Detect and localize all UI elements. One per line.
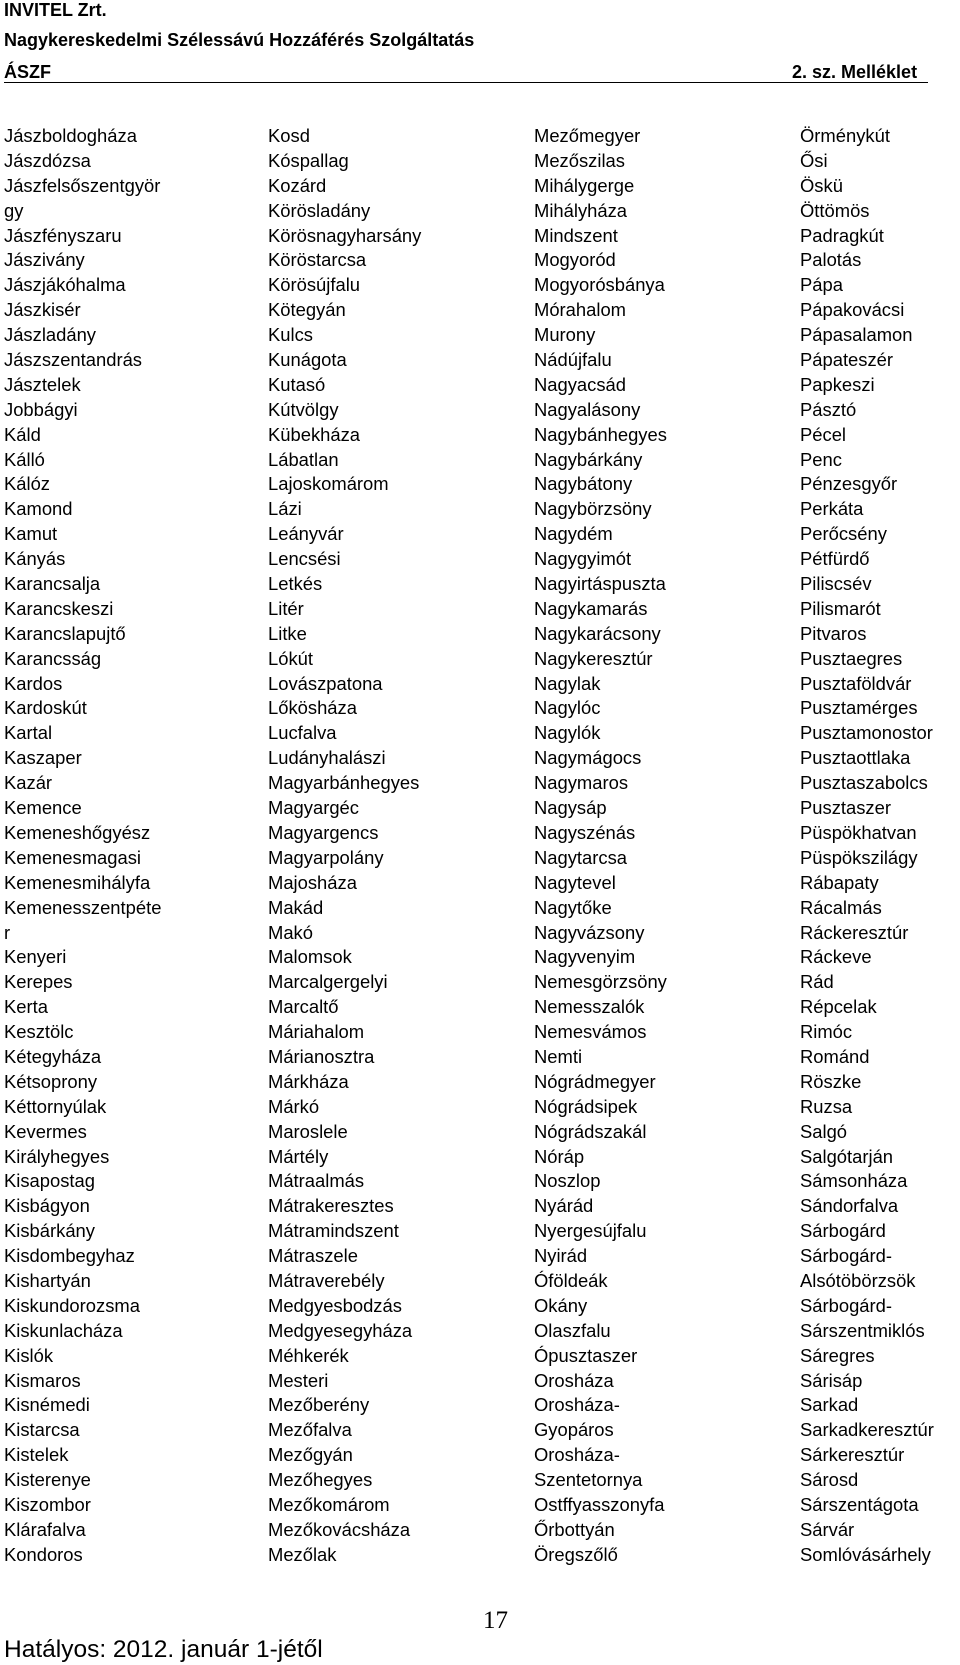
settlement-name: Rácalmás: [800, 896, 882, 918]
settlement-name: Kiszombor: [4, 1493, 91, 1515]
settlement-name: Pusztaszer: [800, 797, 891, 819]
settlement-name: Sarkadkeresztúr: [800, 1419, 934, 1441]
settlement-name: Malomsok: [268, 946, 352, 968]
settlement-name: Magyarbánhegyes: [268, 772, 420, 794]
settlement-name: Jászfelsőszentgyör: [4, 174, 161, 196]
settlement-name: Marcalgergelyi: [268, 971, 388, 993]
settlement-name: Ruzsa: [800, 1095, 853, 1117]
settlement-name: Kétegyháza: [4, 1045, 102, 1067]
settlement-name: Klárafalva: [4, 1518, 86, 1540]
settlement-name: Sárbogárd-: [800, 1294, 893, 1316]
settlement-name: Kemenesmagasi: [4, 846, 141, 868]
settlement-name: Pápa: [800, 274, 843, 296]
settlement-name: Mátrakeresztes: [268, 1195, 394, 1217]
settlement-name: Márkó: [268, 1095, 320, 1117]
settlement-column-3: [534, 124, 667, 1568]
settlement-column-2: [268, 124, 421, 1568]
settlement-name: Rimóc: [800, 1021, 853, 1043]
settlement-name: Magyargéc: [268, 797, 359, 819]
settlement-name: Jászkisér: [4, 299, 81, 321]
settlement-name: Kányás: [4, 548, 66, 570]
settlement-name: Marcaltő: [268, 996, 339, 1018]
settlement-name: Kálló: [4, 448, 45, 470]
settlement-name: Körösladány: [268, 199, 371, 221]
settlement-name: Pápasalamon: [800, 324, 913, 346]
settlement-name: Mátraverebély: [268, 1269, 385, 1291]
settlement-name: Ludányhalászi: [268, 747, 386, 769]
settlement-name: Mezőlak: [268, 1543, 337, 1565]
page-number: 17: [483, 1607, 508, 1634]
settlement-name: Körösújfalu: [268, 274, 361, 296]
settlement-name: Perőcsény: [800, 523, 887, 545]
settlement-column-4: [800, 124, 934, 1568]
settlement-name: Kemenesmihályfa: [4, 871, 151, 893]
settlement-name: Magyarpolány: [268, 846, 384, 868]
settlement-name: Nógrádszakál: [534, 1120, 647, 1142]
settlement-name: Kisnémedi: [4, 1394, 90, 1416]
settlement-name: Öregszőlő: [534, 1543, 618, 1565]
settlement-name: Jászladány: [4, 324, 97, 346]
settlement-name: Kisbárkány: [4, 1220, 95, 1242]
settlement-name: Kistelek: [4, 1444, 69, 1466]
settlement-name: Kamut: [4, 523, 58, 545]
settlement-name: Pusztamérges: [800, 697, 918, 719]
settlement-name: Káld: [4, 423, 41, 445]
settlement-name: Örménykút: [800, 125, 890, 146]
settlement-name: Nagytőke: [534, 896, 612, 918]
settlement-name: Piliscsév: [800, 573, 872, 595]
settlement-name: Nagybárkány: [534, 448, 643, 470]
settlement-name: Kötegyán: [268, 299, 346, 321]
settlement-name: Máriahalom: [268, 1021, 365, 1043]
settlement-name: Nagytevel: [534, 871, 616, 893]
settlement-name: Kutasó: [268, 373, 326, 395]
settlement-name: Palotás: [800, 249, 862, 271]
settlement-name: Sárszentágota: [800, 1493, 919, 1515]
settlement-name: Kiskunlacháza: [4, 1319, 123, 1341]
settlement-name: Óföldeák: [534, 1269, 608, 1291]
settlement-name: Nádújfalu: [534, 349, 612, 371]
settlement-name: Mezőkomárom: [268, 1493, 390, 1515]
settlement-name: Nagybörzsöny: [534, 498, 652, 520]
settlement-name: Sárbogárd-: [800, 1245, 893, 1267]
settlement-name: Nyergesújfalu: [534, 1220, 647, 1242]
settlement-name: Jászivány: [4, 249, 85, 271]
settlement-name: Nagyacsád: [534, 373, 627, 395]
settlement-name: Mátramindszent: [268, 1220, 399, 1242]
settlement-name: Sárosd: [800, 1469, 859, 1491]
settlement-name: Orosháza: [534, 1369, 614, 1391]
settlement-name: Ősi: [800, 149, 828, 171]
settlement-name: Márianosztra: [268, 1045, 375, 1067]
settlement-name: Magyargencs: [268, 821, 379, 843]
settlement-name: Jászszentandrás: [4, 349, 143, 371]
settlement-name: Kazár: [4, 772, 53, 794]
settlement-name: Orosháza-: [534, 1444, 620, 1466]
settlement-name: Nagyvenyim: [534, 946, 636, 968]
settlement-name: Jászdózsa: [4, 149, 91, 171]
settlement-name: Nemesvámos: [534, 1021, 647, 1043]
settlement-name: Sárkeresztúr: [800, 1444, 905, 1466]
settlement-name: Lucfalva: [268, 722, 337, 744]
settlement-name: Románd: [800, 1045, 870, 1067]
settlement-name: Kesztölc: [4, 1021, 74, 1043]
settlement-name: Lázi: [268, 498, 302, 520]
settlement-name: Okány: [534, 1294, 588, 1316]
settlement-name: Pusztaszabolcs: [800, 772, 928, 794]
settlement-name: Jobbágyi: [4, 398, 78, 420]
settlement-name: Kistarcsa: [4, 1419, 80, 1441]
settlement-name: Nagygyimót: [534, 548, 632, 570]
settlement-name: Nagyalásony: [534, 398, 641, 420]
settlement-name: Öskü: [800, 174, 843, 196]
settlement-name: Orosháza-: [534, 1394, 620, 1416]
settlement-name: Sárbogárd: [800, 1220, 886, 1242]
settlement-name: Kunágota: [268, 349, 347, 371]
settlement-name: Kishartyán: [4, 1269, 91, 1291]
settlement-name: Sárszentmiklós: [800, 1319, 925, 1341]
settlement-name: Nagyvázsony: [534, 921, 645, 943]
settlement-name: Mátraszele: [268, 1245, 358, 1267]
settlement-name: Kálóz: [4, 473, 51, 495]
header-rule: [4, 82, 928, 83]
settlement-name: Nagyszénás: [534, 821, 636, 843]
settlement-name: Ráckeresztúr: [800, 921, 909, 943]
settlement-name: Pitvaros: [800, 622, 867, 644]
settlement-name: Kaszaper: [4, 747, 82, 769]
settlement-name: Sámsonháza: [800, 1170, 908, 1192]
settlement-name: Kardos: [4, 672, 63, 694]
settlement-name: Medgyesbodzás: [268, 1294, 402, 1316]
settlement-name: Nagykeresztúr: [534, 647, 653, 669]
settlement-name: Kemeneshőgyész: [4, 821, 151, 843]
settlement-name: Nagylók: [534, 722, 601, 744]
settlement-name: Mátraalmás: [268, 1170, 365, 1192]
settlement-name: Kismaros: [4, 1369, 81, 1391]
settlement-name: Pétfürdő: [800, 548, 870, 570]
header-service-title: Nagykereskedelmi Szélessávú Hozzáférés Szolgáltatás: [4, 30, 475, 50]
settlement-name: Mezőszilas: [534, 149, 625, 171]
settlement-name: Maroslele: [268, 1120, 348, 1142]
settlement-name: Lovászpatona: [268, 672, 383, 694]
settlement-name: Jászfényszaru: [4, 224, 122, 246]
settlement-name: Nagymágocs: [534, 747, 642, 769]
settlement-name: Nagybánhegyes: [534, 423, 667, 445]
settlement-name: r: [4, 921, 11, 943]
settlement-name: Nagysáp: [534, 797, 607, 819]
settlement-name: Ráckeve: [800, 946, 872, 968]
settlement-name: Pusztaföldvár: [800, 672, 912, 694]
settlement-name: gy: [4, 199, 24, 221]
settlement-name: Nagytarcsa: [534, 846, 628, 868]
settlement-name: Nógrádmegyer: [534, 1070, 656, 1092]
settlement-name: Noszlop: [534, 1170, 601, 1192]
settlement-name: Mezőhegyes: [268, 1469, 373, 1491]
settlement-name: Sarkad: [800, 1394, 859, 1416]
settlement-name: Karancslapujtő: [4, 622, 126, 644]
settlement-name: Lókút: [268, 647, 313, 669]
settlement-name: Karancskeszi: [4, 597, 114, 619]
settlement-name: Püspökhatvan: [800, 821, 917, 843]
settlement-name: Pápakovácsi: [800, 299, 905, 321]
settlement-name: Pásztó: [800, 398, 857, 420]
settlement-name: Nógrádsipek: [534, 1095, 638, 1117]
settlement-name: Kétsoprony: [4, 1070, 98, 1092]
settlement-name: Kondoros: [4, 1543, 83, 1565]
settlement-name: Jászjákóhalma: [4, 274, 126, 296]
settlement-name: Nyirád: [534, 1245, 588, 1267]
settlement-name: Kútvölgy: [268, 398, 339, 420]
settlement-name: Sárisáp: [800, 1369, 863, 1391]
settlement-name: Öttömös: [800, 199, 870, 221]
effective-date: Hatályos: 2012. január 1-jétől: [4, 1636, 323, 1663]
settlement-name: Mihályháza: [534, 199, 628, 221]
settlement-name: Medgyesegyháza: [268, 1319, 413, 1341]
settlement-name: Sáregres: [800, 1344, 875, 1366]
settlement-name: Pilismarót: [800, 597, 881, 619]
settlement-name: Nyárád: [534, 1195, 594, 1217]
settlement-name: Litke: [268, 622, 307, 644]
settlement-name: Nemesszalók: [534, 996, 645, 1018]
settlement-name: Mezőfalva: [268, 1419, 352, 1441]
settlement-name: Pápateszér: [800, 349, 894, 371]
settlement-name: Letkés: [268, 573, 323, 595]
settlement-name: Murony: [534, 324, 596, 346]
settlement-name: Jásztelek: [4, 373, 81, 395]
settlement-name: Nagybátony: [534, 473, 633, 495]
settlement-name: Makád: [268, 896, 324, 918]
settlement-name: Penc: [800, 448, 842, 470]
settlement-name: Mesteri: [268, 1369, 329, 1391]
settlement-name: Mezőkovácsháza: [268, 1518, 411, 1540]
settlement-name: Pécel: [800, 423, 847, 445]
settlement-name: Nagykarácsony: [534, 622, 661, 644]
settlement-name: Makó: [268, 921, 313, 943]
settlement-name: Kisdombegyhaz: [4, 1245, 135, 1267]
settlement-name: Lencsési: [268, 548, 341, 570]
settlement-name: Mogyoród: [534, 249, 616, 271]
settlement-name: Olaszfalu: [534, 1319, 611, 1341]
settlement-name: Pusztamonostor: [800, 722, 933, 744]
settlement-name: Kulcs: [268, 324, 313, 346]
header-annex-label: 2. sz. Melléklet: [792, 62, 918, 82]
settlement-name: Kemenesszentpéte: [4, 896, 162, 918]
settlement-name: Karancsalja: [4, 573, 101, 595]
settlement-name: Majosháza: [268, 871, 357, 893]
settlement-name: Nagydém: [534, 523, 613, 545]
settlement-name: Nóráp: [534, 1145, 585, 1167]
settlement-name: Pusztaottlaka: [800, 747, 911, 769]
settlement-name: Nagymaros: [534, 772, 629, 794]
settlement-name: Nemti: [534, 1045, 583, 1067]
settlement-name: Kerepes: [4, 971, 73, 993]
settlement-name: Méhkerék: [268, 1344, 349, 1366]
settlement-name: Padragkút: [800, 224, 884, 246]
settlement-name: Kisterenye: [4, 1469, 91, 1491]
settlement-name: Litér: [268, 597, 304, 619]
settlement-name: Kerta: [4, 996, 48, 1018]
settlement-name: Kosd: [268, 125, 310, 146]
settlement-name: Gyopáros: [534, 1419, 614, 1441]
settlement-name: Mogyorósbánya: [534, 274, 665, 296]
settlement-name: Nagyirtáspuszta: [534, 573, 666, 595]
settlement-name: Lőkösháza: [268, 697, 357, 719]
settlement-name: Mezőgyán: [268, 1444, 353, 1466]
settlement-name: Kenyeri: [4, 946, 67, 968]
header-doc-code: ÁSZF: [4, 62, 51, 82]
settlement-name: Mihálygerge: [534, 174, 635, 196]
settlement-name: Nagylak: [534, 672, 601, 694]
settlement-name: Mórahalom: [534, 299, 626, 321]
settlement-name: Köröstarcsa: [268, 249, 367, 271]
settlement-name: Karancsság: [4, 647, 102, 669]
settlement-name: Kevermes: [4, 1120, 87, 1142]
settlement-name: Szentetornya: [534, 1469, 643, 1491]
settlement-name: Somlóvásárhely: [800, 1543, 931, 1565]
settlement-name: Jászboldogháza: [4, 125, 137, 146]
settlement-name: Ostffyasszonyfa: [534, 1493, 665, 1515]
settlement-name: Kozárd: [268, 174, 327, 196]
settlement-name: Kartal: [4, 722, 53, 744]
settlement-name: Kemence: [4, 797, 82, 819]
settlement-name: Kisbágyon: [4, 1195, 90, 1217]
settlement-name: Kamond: [4, 498, 73, 520]
settlement-name: Pénzesgyőr: [800, 473, 898, 495]
settlement-name: Lábatlan: [268, 448, 339, 470]
settlement-name: Salgótarján: [800, 1145, 894, 1167]
settlement-name: Répcelak: [800, 996, 877, 1018]
settlement-name: Kardoskút: [4, 697, 87, 719]
settlement-name: Mezőmegyer: [534, 125, 641, 146]
settlement-name: Nemesgörzsöny: [534, 971, 667, 993]
settlement-name: Ópusztaszer: [534, 1344, 638, 1366]
settlement-name: Püspökszilágy: [800, 846, 918, 868]
settlement-name: Kislók: [4, 1344, 54, 1366]
settlement-name: Mezőberény: [268, 1394, 370, 1416]
settlement-name: Rábapaty: [800, 871, 879, 893]
settlement-name: Rád: [800, 971, 834, 993]
settlement-name: Kübekháza: [268, 423, 361, 445]
settlement-name: Sándorfalva: [800, 1195, 899, 1217]
settlement-name: Perkáta: [800, 498, 864, 520]
settlement-name: Nagykamarás: [534, 597, 648, 619]
settlement-name: Mindszent: [534, 224, 618, 246]
settlement-name: Leányvár: [268, 523, 344, 545]
settlement-name: Salgó: [800, 1120, 848, 1142]
settlement-name: Királyhegyes: [4, 1145, 110, 1167]
settlement-name: Sárvár: [800, 1518, 855, 1540]
settlement-name: Márkháza: [268, 1070, 349, 1092]
settlement-name: Kiskundorozsma: [4, 1294, 140, 1316]
settlement-name: Pusztaegres: [800, 647, 903, 669]
settlement-name: Kéttornyúlak: [4, 1095, 107, 1117]
settlement-name: Lajoskomárom: [268, 473, 389, 495]
settlement-name: Kisapostag: [4, 1170, 95, 1192]
settlement-name: Őrbottyán: [534, 1518, 615, 1540]
settlement-name: Körösnagyharsány: [268, 224, 422, 246]
settlement-name: Röszke: [800, 1070, 862, 1092]
settlement-name: Nagylóc: [534, 697, 601, 719]
settlement-name: Alsótöbörzsök: [800, 1269, 916, 1291]
settlement-name: Kóspallag: [268, 149, 349, 171]
settlement-name: Mártély: [268, 1145, 329, 1167]
header-company: INVITEL Zrt.: [4, 0, 107, 20]
settlement-name: Papkeszi: [800, 373, 875, 395]
settlement-column-1: [4, 124, 161, 1568]
